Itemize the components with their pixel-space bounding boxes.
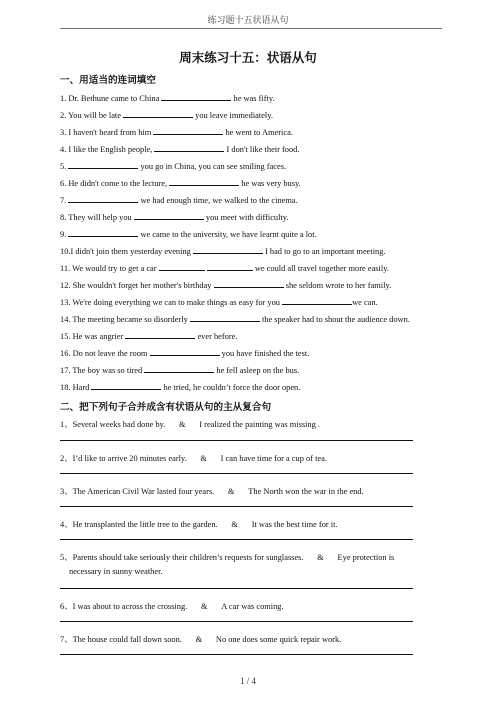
running-header: 练习题十五状语从句	[207, 15, 289, 25]
answer-blank[interactable]	[169, 177, 239, 186]
answer-line[interactable]	[60, 506, 413, 507]
combine-item-7: 7、The house could fall down soon. & No one does some quick repair work.	[60, 635, 342, 644]
exercise-item-11: 11. We would try to get a car we could all travel together more easily.	[60, 264, 389, 273]
exercise-item-15: 15. He was angrier ever before.	[60, 332, 238, 341]
answer-line[interactable]	[60, 539, 413, 540]
combine-item-5-continued: necessary in sunny weather.	[69, 567, 163, 576]
answer-blank[interactable]	[144, 364, 214, 373]
combine-item-4: 4、He transplanted the little tree to the garden. & It was the best time for it.	[60, 520, 338, 529]
answer-blank[interactable]	[214, 279, 284, 288]
combine-item-1: 1、Several weeks had done by. & I realized the painting was missing .	[60, 420, 320, 429]
answer-blank[interactable]	[68, 160, 138, 169]
answer-line[interactable]	[60, 473, 413, 474]
answer-blank[interactable]	[134, 211, 204, 220]
answer-blank[interactable]	[68, 228, 138, 237]
exercise-item-17: 17. The boy was so tired he fell asleep on the bus.	[60, 366, 300, 375]
answer-blank[interactable]	[159, 262, 205, 271]
answer-line[interactable]	[60, 654, 413, 655]
answer-blank[interactable]	[154, 143, 224, 152]
combine-item-6: 6、I was about to across the crossing. & A car was coming.	[60, 602, 284, 611]
answer-line[interactable]	[60, 588, 413, 589]
exercise-item-12: 12. She wouldn't forget her mother's birthday she seldom wrote to her family.	[60, 281, 392, 290]
exercise-item-5: 5. you go in China, you can see smiling faces.	[60, 162, 287, 171]
exercise-item-9: 9. we came to the university, we have learnt quite a lot.	[60, 230, 317, 239]
answer-blank[interactable]	[125, 330, 195, 339]
exercise-item-6: 6. He didn't come to the lecture, he was very busy.	[60, 179, 301, 188]
answer-blank[interactable]	[190, 313, 260, 322]
answer-blank[interactable]	[123, 109, 193, 118]
exercise-item-18: 18. Hard he tried, he couldn’t force the door open.	[60, 383, 301, 392]
exercise-item-8: 8. They will help you you meet with difficulty.	[60, 213, 289, 222]
answer-blank[interactable]	[150, 347, 220, 356]
answer-blank[interactable]	[153, 126, 223, 135]
answer-line[interactable]	[60, 621, 413, 622]
exercise-item-10: 10.I didn't join them yesterday evening I had to go to an important meeting.	[60, 247, 386, 256]
section-heading-2: 二、把下列句子合并成含有状语从句的主从复合句	[60, 402, 272, 413]
exercise-item-2: 2. You will be late you leave immediately.	[60, 111, 273, 120]
exercise-item-4: 4. I like the English people, I don't like their food.	[60, 145, 300, 154]
page-title: 周末练习十五：状语从句	[179, 51, 317, 65]
answer-blank[interactable]	[193, 245, 263, 254]
exercise-item-16: 16. Do not leave the room you have finished the test.	[60, 349, 310, 358]
answer-line[interactable]	[60, 440, 413, 441]
exercise-item-1: 1. Dr. Bethune came to China he was fifty.	[60, 94, 275, 103]
answer-blank[interactable]	[207, 262, 253, 271]
combine-item-2: 2、I’d like to arrive 20 minutes early. & I can have time for a cup of tea.	[60, 454, 327, 463]
exercise-item-13: 13. We're doing everything we can to make things as easy for you we can.	[60, 298, 378, 307]
answer-blank[interactable]	[68, 194, 138, 203]
exercise-item-14: 14. The meeting became so disorderly the speaker had to shout the audience down.	[60, 315, 410, 324]
combine-item-5: 5、Parents should take seriously their children’s requests for sunglasses. & Eye protection is	[60, 553, 395, 562]
answer-blank[interactable]	[282, 296, 352, 305]
page-number: 1 / 4	[239, 676, 256, 686]
section-heading-1: 一、用适当的连词填空	[60, 75, 156, 86]
combine-item-3: 3、The American Civil War lasted four years. & The North won the war in the end.	[60, 487, 364, 496]
answer-blank[interactable]	[161, 92, 231, 101]
exercise-item-3: 3. I haven't heard from him he went to America.	[60, 128, 293, 137]
header-rule	[60, 28, 442, 29]
answer-blank[interactable]	[91, 381, 161, 390]
exercise-item-7: 7. we had enough time, we walked to the cinema.	[60, 196, 298, 205]
